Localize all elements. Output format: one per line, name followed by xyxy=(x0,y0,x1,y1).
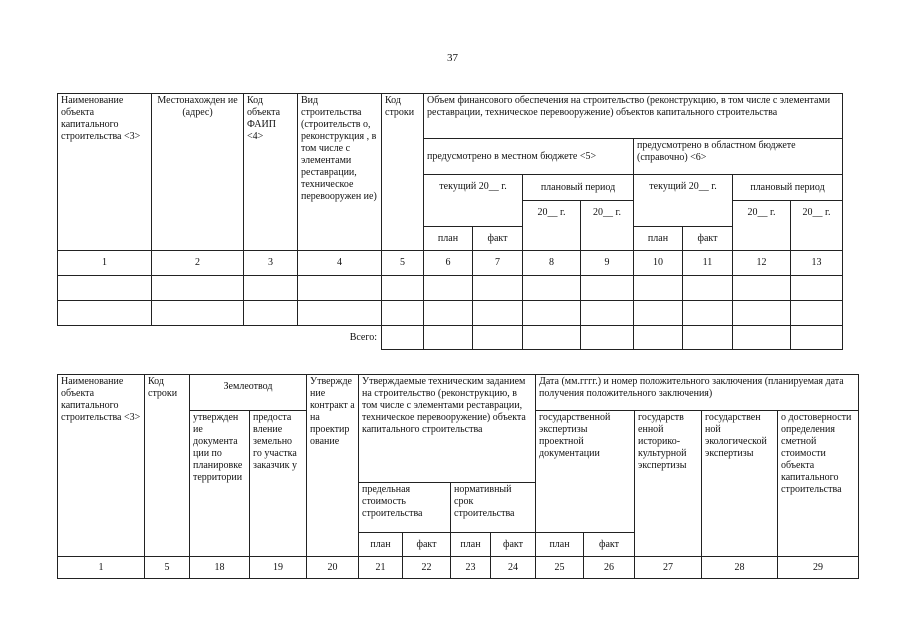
column-numbers-row xyxy=(58,557,859,579)
col-number: 13 xyxy=(791,251,843,276)
col-number: 20 xyxy=(307,557,359,579)
col-number: 4 xyxy=(298,251,382,276)
header-fact-regional: факт xyxy=(683,227,733,251)
col-number: 5 xyxy=(145,557,190,579)
col-number: 6 xyxy=(424,251,473,276)
total-row xyxy=(58,326,843,350)
col-number: 11 xyxy=(683,251,733,276)
header-financing-volume: Объем финансового обеспечения на строительство (реконструкцию, в том числе с элементами реставрации, техническое перевооружение) объектов капитального строительства xyxy=(424,94,843,139)
col-number: 2 xyxy=(152,251,244,276)
page-number: 37 xyxy=(447,52,458,64)
header-faip-code: Код объекта ФАИП <4> xyxy=(244,94,298,251)
header-object-name-2: Наименование объекта капитального строительства <3> xyxy=(58,375,145,557)
header-plan: план xyxy=(536,533,584,557)
expertise-table xyxy=(57,374,859,579)
col-number: 5 xyxy=(382,251,424,276)
header-plan: план xyxy=(359,533,403,557)
col-number: 19 xyxy=(250,557,307,579)
col-number: 12 xyxy=(733,251,791,276)
col-number: 21 xyxy=(359,557,403,579)
header-max-cost: предельная стоимость строительства xyxy=(359,483,451,533)
header-tech-parameters: Утверждаемые техническим заданием на строительство (реконструкцию, в том числе с элементами реставрации, техническое перевооружение) объекта капитального строительства xyxy=(359,375,536,483)
col-number: 28 xyxy=(702,557,778,579)
col-number: 3 xyxy=(244,251,298,276)
total-label: Всего: xyxy=(58,326,382,350)
header-cost-reliability: о достоверности определения сметной стоимости объекта капитального строительства xyxy=(778,411,859,557)
header-regional-budget: предусмотрено в областном бюджете (справочно) <6> xyxy=(634,139,843,175)
header-year-col8: 20__ г. xyxy=(523,201,581,251)
header-planned-period-local: плановый период xyxy=(523,175,634,201)
header-conclusion-date: Дата (мм.гггг.) и номер положительного заключения (планируемая дата получения положительного заключения) xyxy=(536,375,859,411)
header-local-budget: предусмотрено в местном бюджете <5> xyxy=(424,139,634,175)
header-state-expertise: государственной экспертизы проектной документации xyxy=(536,411,635,533)
table-row xyxy=(58,276,843,301)
header-ecological-expertise: государствен ной экологической экспертизы xyxy=(702,411,778,557)
header-current-year-local: текущий 20__ г. xyxy=(424,175,523,227)
col-number: 18 xyxy=(190,557,250,579)
col-number: 1 xyxy=(58,557,145,579)
header-historical-expertise: государств енной историко-культурной экспертизы xyxy=(635,411,702,557)
table-row xyxy=(58,301,843,326)
col-number: 23 xyxy=(451,557,491,579)
header-land-provision: предоста вление земельно го участка заказчик у xyxy=(250,411,307,557)
header-contract-approval: Утверждение контракт а на проектир ование xyxy=(307,375,359,557)
header-planning-docs: утвержден ие документа ции по планировке территории xyxy=(190,411,250,557)
col-number: 29 xyxy=(778,557,859,579)
header-fact: факт xyxy=(491,533,536,557)
header-year-col12: 20__ г. xyxy=(733,201,791,251)
header-fact: факт xyxy=(403,533,451,557)
header-construction-kind: Вид строительства (строительств о, реконструкция , в том числе с элементами реставрации, техническое перевооружен ие) xyxy=(298,94,382,251)
col-number: 25 xyxy=(536,557,584,579)
header-land-allotment: Землеотвод xyxy=(190,375,307,411)
col-number: 27 xyxy=(635,557,702,579)
header-plan: план xyxy=(451,533,491,557)
col-number: 7 xyxy=(473,251,523,276)
header-year-col13: 20__ г. xyxy=(791,201,843,251)
financing-table xyxy=(57,93,843,350)
header-row-code-2: Код строки xyxy=(145,375,190,557)
col-number: 24 xyxy=(491,557,536,579)
header-current-year-regional: текущий 20__ г. xyxy=(634,175,733,227)
col-number: 22 xyxy=(403,557,451,579)
header-row-code: Код строки xyxy=(382,94,424,251)
col-number: 26 xyxy=(584,557,635,579)
header-plan-regional: план xyxy=(634,227,683,251)
header-object-name: Наименование объекта капитального строительства <3> xyxy=(58,94,152,251)
header-fact-local: факт xyxy=(473,227,523,251)
col-number: 9 xyxy=(581,251,634,276)
col-number: 8 xyxy=(523,251,581,276)
col-number: 10 xyxy=(634,251,683,276)
header-planned-period-regional: плановый период xyxy=(733,175,843,201)
header-fact: факт xyxy=(584,533,635,557)
column-numbers-row xyxy=(58,251,843,276)
header-plan-local: план xyxy=(424,227,473,251)
header-location: Местонахожден ие (адрес) xyxy=(152,94,244,251)
header-norm-term: нормативный срок строительства xyxy=(451,483,536,533)
col-number: 1 xyxy=(58,251,152,276)
header-year-col9: 20__ г. xyxy=(581,201,634,251)
